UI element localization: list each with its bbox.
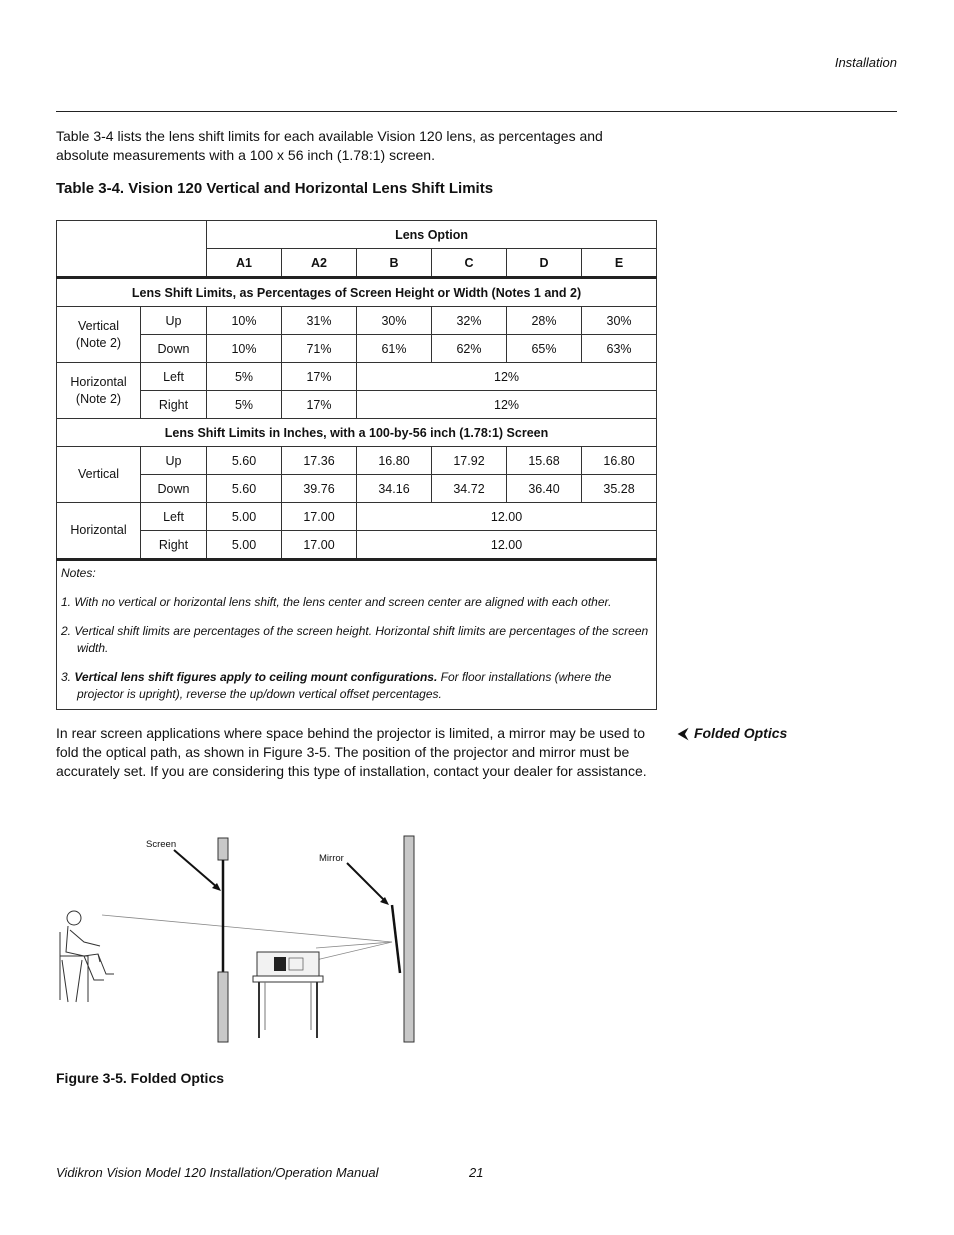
table-cell: 5.00 bbox=[207, 503, 282, 531]
folded-optics-heading bbox=[678, 725, 787, 742]
table-cell: 28% bbox=[507, 307, 582, 335]
notes-label: Notes: bbox=[61, 566, 96, 580]
table-cell: 30% bbox=[582, 307, 657, 335]
group-note: (Note 2) bbox=[75, 391, 122, 406]
projector bbox=[257, 952, 319, 976]
note-2: 2. Vertical shift limits are percentages of the screen height. Horizontal shift limits are percentages of the screen width. bbox=[61, 624, 649, 655]
section-header-percent: Lens Shift Limits, as Percentages of Screen Height or Width (Notes 1 and 2) bbox=[57, 278, 657, 307]
table-cell: 30% bbox=[357, 307, 432, 335]
arrow-left-icon: ⮜ bbox=[678, 725, 688, 741]
mirror bbox=[392, 905, 400, 973]
table-cell: 16.80 bbox=[582, 447, 657, 475]
folded-optics-paragraph: In rear screen applications where space behind the projector is limited, a mirror may be used to fold the optical path, as shown in Figure 3-5. The position of the projector and mirror must be accurately set. If you are considering this type of installation, contact your dealer for assistance. bbox=[56, 725, 647, 779]
mirror-label: Mirror bbox=[319, 853, 344, 864]
table-cell: 5.00 bbox=[207, 531, 282, 560]
table-cell: 61% bbox=[357, 335, 432, 363]
row-group-vertical-inches: Vertical bbox=[57, 447, 141, 503]
col-header: D bbox=[507, 249, 582, 278]
table-cell: 17.36 bbox=[282, 447, 357, 475]
figure-caption: Figure 3-5. Folded Optics bbox=[56, 1070, 225, 1086]
table-cell-merged: 12% bbox=[357, 363, 657, 391]
intro-paragraph: Table 3-4 lists the lens shift limits for each available Vision 120 lens, as percentages and absolute measurements with a 100 x 56 inch (1.78:1) screen. bbox=[56, 128, 603, 163]
table-cell: 34.72 bbox=[432, 475, 507, 503]
table-cell: 65% bbox=[507, 335, 582, 363]
table-notes bbox=[57, 560, 657, 710]
table-cell: 10% bbox=[207, 307, 282, 335]
table-cell: 17% bbox=[282, 391, 357, 419]
table-cell: 39.76 bbox=[282, 475, 357, 503]
running-header: Installation bbox=[834, 55, 897, 70]
table-cell: 63% bbox=[582, 335, 657, 363]
back-wall bbox=[404, 836, 414, 1042]
table-cell: 36.40 bbox=[507, 475, 582, 503]
section-header-inches: Lens Shift Limits in Inches, with a 100-by-56 inch (1.78:1) Screen bbox=[57, 419, 657, 447]
group-label: Vertical bbox=[78, 318, 119, 333]
lens-shift-table bbox=[56, 220, 657, 710]
table-title: Table 3-4. Vision 120 Vertical and Horizontal Lens Shift Limits bbox=[56, 180, 494, 197]
seated-viewer-icon bbox=[60, 911, 114, 1002]
table-cell: 17.00 bbox=[282, 503, 357, 531]
header-rule bbox=[56, 111, 897, 112]
table-top bbox=[253, 976, 323, 982]
row-group-horizontal-inches: Horizontal bbox=[57, 503, 141, 560]
col-header: A2 bbox=[282, 249, 357, 278]
screen-base bbox=[218, 972, 228, 1042]
col-header: C bbox=[432, 249, 507, 278]
note-3-rest: For floor installations (where the projector is upright), reverse the up/down vertical offset percentages. bbox=[77, 670, 612, 701]
row-label: Up bbox=[141, 307, 207, 335]
table-cell: 5.60 bbox=[207, 475, 282, 503]
footer-page-number: 21 bbox=[469, 1165, 484, 1180]
table-cell: 17.00 bbox=[282, 531, 357, 560]
row-label: Up bbox=[141, 447, 207, 475]
table-cell: 15.68 bbox=[507, 447, 582, 475]
row-label: Left bbox=[141, 503, 207, 531]
table-cell: 35.28 bbox=[582, 475, 657, 503]
screen-pointer bbox=[174, 850, 218, 888]
note-3-prefix: 3. bbox=[61, 670, 75, 684]
row-label: Right bbox=[141, 391, 207, 419]
table-cell: 17.92 bbox=[432, 447, 507, 475]
screen-label: Screen bbox=[146, 839, 177, 850]
row-label: Left bbox=[141, 363, 207, 391]
side-heading-text: Folded Optics bbox=[693, 725, 788, 741]
table-cell-merged: 12.00 bbox=[357, 503, 657, 531]
table-corner bbox=[57, 221, 207, 278]
table-cell: 62% bbox=[432, 335, 507, 363]
col-header: A1 bbox=[207, 249, 282, 278]
table-cell-merged: 12.00 bbox=[357, 531, 657, 560]
table-cell: 5% bbox=[207, 363, 282, 391]
row-label: Right bbox=[141, 531, 207, 560]
table-cell: 31% bbox=[282, 307, 357, 335]
table-cell: 5% bbox=[207, 391, 282, 419]
projector-lens bbox=[274, 957, 286, 971]
note-3-bold: Vertical lens shift figures apply to ceiling mount configurations. bbox=[74, 670, 438, 684]
footer-manual-title: Vidikron Vision Model 120 Installation/Operation Manual bbox=[56, 1165, 379, 1180]
mirror-pointer bbox=[347, 863, 386, 902]
table-cell: 10% bbox=[207, 335, 282, 363]
row-label: Down bbox=[141, 475, 207, 503]
table-cell: 32% bbox=[432, 307, 507, 335]
row-group-horizontal bbox=[57, 363, 141, 419]
row-label: Down bbox=[141, 335, 207, 363]
group-label: Horizontal bbox=[70, 374, 127, 389]
table-cell: 17% bbox=[282, 363, 357, 391]
row-group-vertical bbox=[57, 307, 141, 363]
col-header: E bbox=[582, 249, 657, 278]
col-header: B bbox=[357, 249, 432, 278]
table-cell: 5.60 bbox=[207, 447, 282, 475]
lens-option-header: Lens Option bbox=[207, 221, 657, 249]
table-cell: 16.80 bbox=[357, 447, 432, 475]
note-3 bbox=[61, 669, 652, 703]
group-note: (Note 2) bbox=[75, 335, 122, 350]
table-cell-merged: 12% bbox=[357, 391, 657, 419]
table-cell: 71% bbox=[282, 335, 357, 363]
folded-optics-figure bbox=[54, 830, 424, 1050]
table-cell: 34.16 bbox=[357, 475, 432, 503]
screen-top-mount bbox=[218, 838, 228, 860]
ray-line bbox=[102, 915, 392, 942]
note-1: 1. With no vertical or horizontal lens shift, the lens center and screen center are aligned with each other. bbox=[61, 595, 612, 609]
